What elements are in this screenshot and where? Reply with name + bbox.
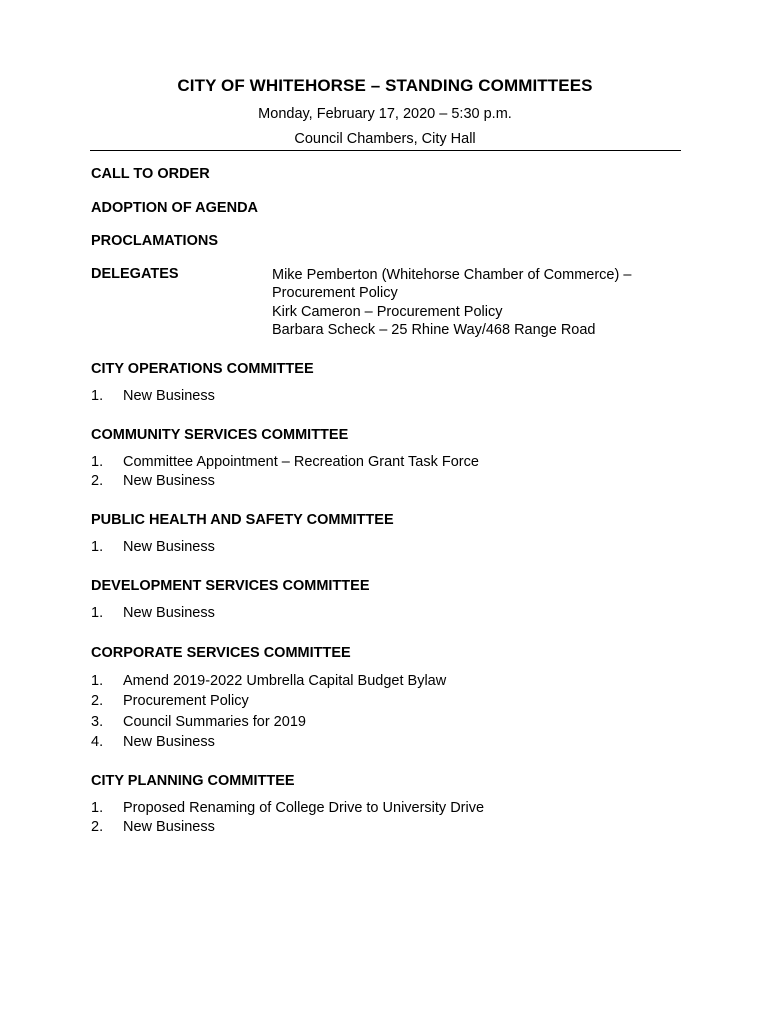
item-number: 1. — [91, 454, 104, 470]
item-number: 1. — [91, 539, 104, 555]
item-text: Committee Appointment – Recreation Grant Task Force — [123, 454, 479, 470]
item-text: New Business — [123, 472, 215, 489]
agenda-item — [91, 472, 691, 491]
item-number: 4. — [91, 733, 104, 750]
delegate-line: Mike Pemberton (Whitehorse Chamber of Commerce) – — [272, 267, 632, 283]
city-operations-committee — [91, 361, 691, 406]
committee-heading: CITY OPERATIONS COMMITTEE — [91, 361, 314, 377]
agenda-item — [91, 818, 691, 837]
item-number: 2. — [91, 472, 104, 489]
item-number: 1. — [91, 673, 104, 689]
delegate-line: Procurement Policy — [272, 285, 398, 302]
page-title: CITY OF WHITEHORSE – STANDING COMMITTEES — [177, 76, 593, 95]
committee-heading: DEVELOPMENT SERVICES COMMITTEE — [91, 578, 370, 594]
item-text: Proposed Renaming of College Drive to University Drive — [123, 800, 485, 816]
community-services-committee — [91, 427, 691, 491]
item-number: 2. — [91, 818, 104, 835]
item-text: New Business — [123, 818, 215, 835]
item-text: Procurement Policy — [123, 693, 249, 710]
agenda-item — [91, 538, 691, 557]
proclamations-heading: PROCLAMATIONS — [91, 233, 219, 249]
agenda-item — [91, 671, 691, 691]
delegates-list — [272, 266, 631, 339]
delegate-line: Barbara Scheck – 25 Rhine Way/468 Range Road — [272, 321, 596, 338]
development-services-committee — [91, 578, 691, 623]
item-text: New Business — [123, 605, 215, 621]
item-text: New Business — [123, 388, 215, 404]
item-text: Council Summaries for 2019 — [123, 713, 306, 730]
committee-heading: CITY PLANNING COMMITTEE — [91, 773, 295, 789]
item-text: Amend 2019-2022 Umbrella Capital Budget Bylaw — [123, 673, 447, 689]
corporate-services-committee — [91, 645, 691, 752]
agenda-item — [91, 732, 691, 752]
item-number: 2. — [91, 693, 104, 710]
delegate-line: Kirk Cameron – Procurement Policy — [272, 303, 503, 320]
public-health-safety-committee — [91, 512, 691, 557]
item-number: 1. — [91, 605, 104, 621]
header-divider — [90, 150, 681, 151]
agenda-item — [91, 799, 691, 818]
agenda-item — [91, 387, 691, 406]
agenda-item — [91, 604, 691, 623]
call-to-order-heading: CALL TO ORDER — [91, 166, 210, 182]
agenda-item — [91, 453, 691, 472]
item-text: New Business — [123, 539, 215, 555]
item-text: New Business — [123, 733, 215, 750]
delegates-heading: DELEGATES — [91, 266, 179, 282]
item-number: 1. — [91, 800, 104, 816]
item-number: 3. — [91, 713, 104, 730]
committee-heading: CORPORATE SERVICES COMMITTEE — [91, 645, 351, 661]
city-planning-committee — [91, 773, 691, 837]
agenda-item — [91, 691, 691, 711]
adoption-of-agenda-heading: ADOPTION OF AGENDA — [91, 200, 259, 216]
agenda-item — [91, 712, 691, 732]
committee-heading: COMMUNITY SERVICES COMMITTEE — [91, 427, 349, 443]
committee-heading: PUBLIC HEALTH AND SAFETY COMMITTEE — [91, 512, 394, 528]
meeting-location: Council Chambers, City Hall — [294, 131, 476, 147]
meeting-date: Monday, February 17, 2020 – 5:30 p.m. — [258, 106, 512, 122]
item-number: 1. — [91, 388, 104, 404]
